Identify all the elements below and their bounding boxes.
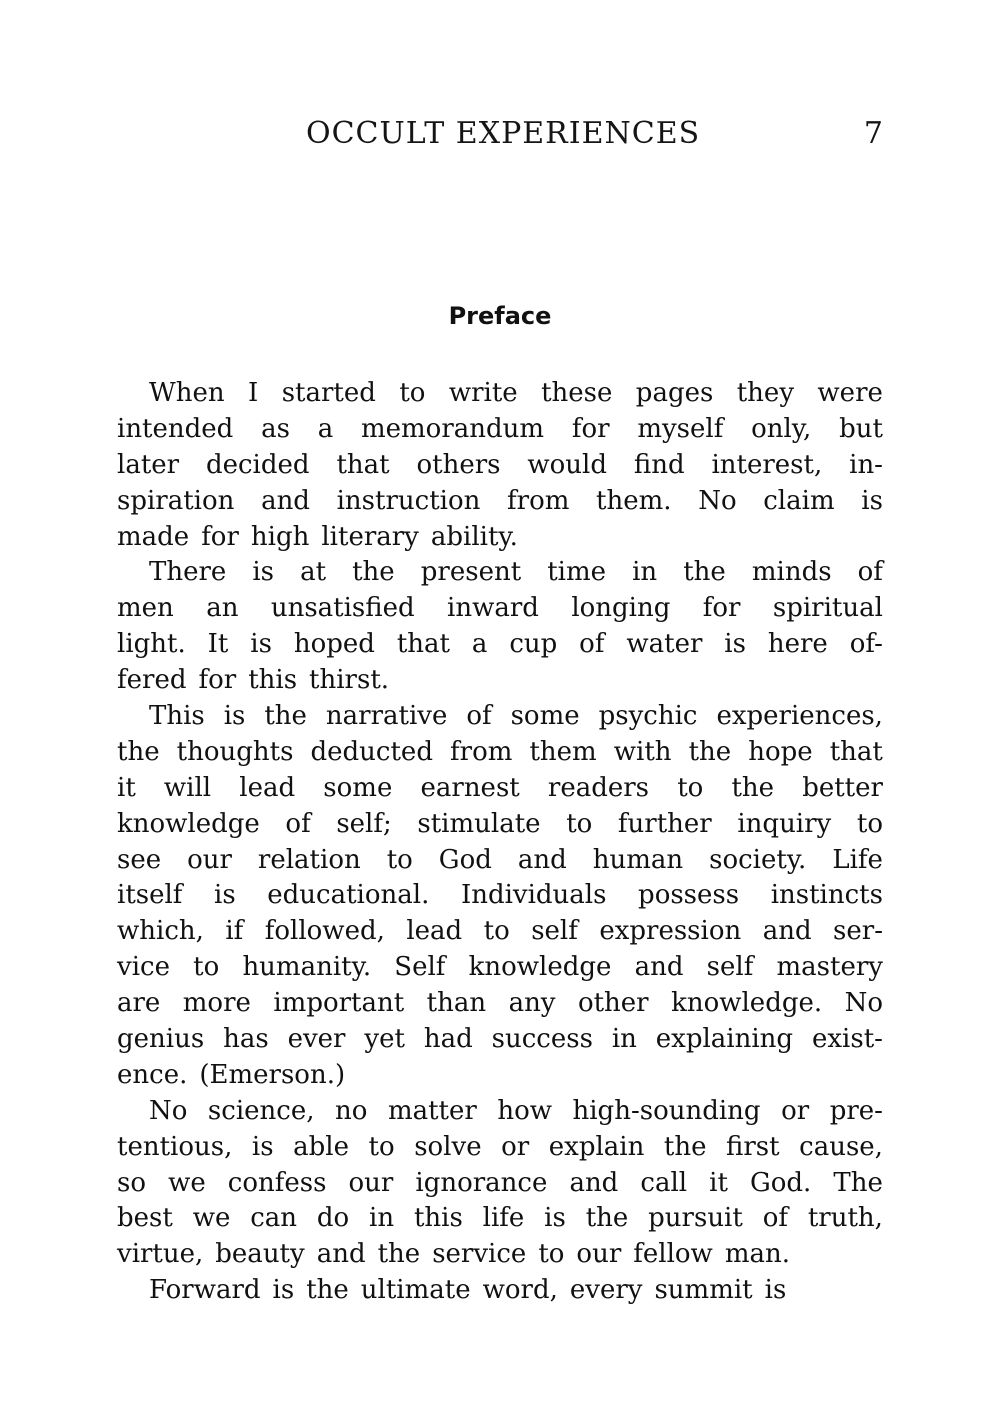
text-line: it will lead some earnest readers to the better <box>117 772 883 803</box>
text-line: so we confess our ignorance and call it God. The <box>117 1167 883 1198</box>
text-line: later decided that others would find interest, in- <box>117 449 883 480</box>
text-line: see our relation to God and human society. Life <box>117 844 883 875</box>
text-line: tentious, is able to solve or explain the first cause, <box>117 1131 883 1162</box>
text-line: men an unsatisfied inward longing for spiritual <box>117 593 883 624</box>
text-line: There is at the present time in the minds of <box>149 557 883 588</box>
chapter-heading: Preface <box>448 302 552 330</box>
text-line: best we can do in this life is the pursuit of truth, <box>117 1203 883 1234</box>
text-line: knowledge of self; stimulate to further inquiry to <box>117 808 883 839</box>
running-title: OCCULT EXPERIENCES <box>306 116 701 151</box>
preface-text <box>117 376 883 1309</box>
text-line: itself is educational. Individuals possess instincts <box>117 880 883 911</box>
text-line: Forward is the ultimate word, every summit is <box>149 1275 787 1306</box>
running-head <box>306 116 884 160</box>
text-line: light. It is hoped that a cup of water is here of- <box>117 629 883 660</box>
text-line: ence. (Emerson.) <box>117 1059 346 1090</box>
text-line: When I started to write these pages they were <box>149 378 883 408</box>
text-line: the thoughts deducted from them with the hope that <box>117 736 883 767</box>
text-line: fered for this thirst. <box>117 665 390 696</box>
text-line: No science, no matter how high-sounding or pre- <box>149 1095 883 1126</box>
text-line: which, if followed, lead to self expression and ser- <box>117 916 883 947</box>
text-line: vice to humanity. Self knowledge and self mastery <box>117 952 883 983</box>
text-line: virtue, beauty and the service to our fellow man. <box>117 1239 790 1270</box>
text-line: made for high literary ability. <box>117 521 518 552</box>
text-line: This is the narrative of some psychic experiences, <box>149 701 883 732</box>
text-line: intended as a memorandum for myself only, but <box>117 413 883 444</box>
page-number: 7 <box>863 116 884 151</box>
text-line: are more important than any other knowledge. No <box>117 988 883 1019</box>
text-line: spiration and instruction from them. No claim is <box>117 485 883 516</box>
text-line: genius has ever yet had success in explaining exist- <box>117 1024 883 1055</box>
